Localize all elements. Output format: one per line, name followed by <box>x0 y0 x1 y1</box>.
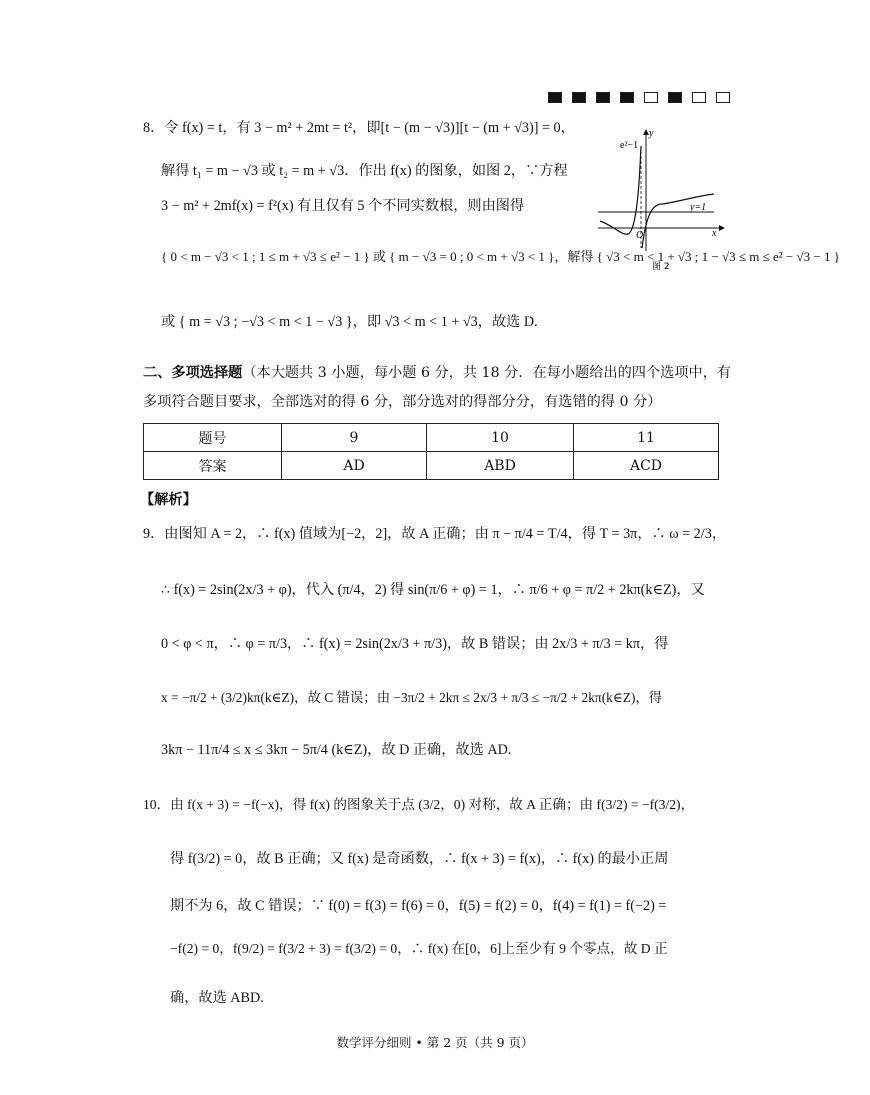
label-e2-minus-1: e²−1 <box>620 140 639 151</box>
section-2-title: 二、多项选择题 <box>143 365 243 381</box>
progress-square-5 <box>644 92 658 103</box>
table-cell-number-10: 10 <box>427 424 574 452</box>
table-cell-number-9: 9 <box>282 424 427 452</box>
progress-square-7 <box>692 92 706 103</box>
label-x: x <box>712 228 717 239</box>
curve-left-branch <box>600 146 641 234</box>
function-graph-figure-2 <box>596 126 726 276</box>
q10-line-4: −f(2) = 0，f(9/2) = f(3/2 + 3) = f(3/2) = 0，∴ f(x) 在[0，6]上至少有 9 个零点，故 D 正 <box>170 941 668 956</box>
table-cell-answer-9: AD <box>282 452 427 480</box>
section-2-desc-2: 多项符合题目要求，全部选对的得 6 分，部分选对的得部分分，有选错的得 0 分） <box>143 394 662 410</box>
label-asymptote: y=1 <box>690 202 707 213</box>
q9-line-1: 9．由图知 A = 2，∴ f(x) 值域为[−2，2]，故 A 正确；由 π − π/4 = T/4，得 T = 3π，∴ ω = 2/3， <box>143 526 727 542</box>
progress-square-6 <box>668 92 682 103</box>
table-cell-number-11: 11 <box>574 424 719 452</box>
page-footer: 数学评分细则 • 第 2 页（共 9 页） <box>336 1035 534 1050</box>
progress-square-1 <box>548 92 562 103</box>
table-cell-answer-11: ACD <box>574 452 719 480</box>
analysis-label: 【解析】 <box>140 492 197 508</box>
section-2-desc-1: （本大题共 3 小题，每小题 6 分，共 18 分．在每小题给出的四个选项中，有 <box>242 365 732 381</box>
table-cell-answer-10: ABD <box>427 452 574 480</box>
label-origin: O <box>636 230 644 241</box>
table-header-number: 题号 <box>144 424 282 452</box>
q10-line-1: 10．由 f(x + 3) = −f(−x)，得 f(x) 的图象关于点 (3/2，0) 对称，故 A 正确；由 f(3/2) = −f(3/2)， <box>143 797 695 812</box>
q8-line-1: 8．令 f(x) = t，有 3 − m² + 2mt = t²，即[t − (m − √3)][t − (m + √3)] = 0， <box>143 120 575 136</box>
q9-line-3: 0 < φ < π，∴ φ = π/3，∴ f(x) = 2sin(2x/3 + π/3)，故 B 错误；由 2x/3 + π/3 = kπ，得 <box>161 636 669 652</box>
label-y: y <box>649 128 654 139</box>
q8-line-5: 或 { m = √3 ; −√3 < m < 1 − √3 }，即 √3 < m < 1 + √3，故选 D. <box>161 314 538 330</box>
q9-line-2: ∴ f(x) = 2sin(2x/3 + φ)，代入 (π/4，2) 得 sin(π/6 + φ) = 1，∴ π/6 + φ = π/2 + 2kπ(k∈Z)，又 <box>161 582 705 598</box>
progress-square-4 <box>620 92 634 103</box>
q9-line-4: x = −π/2 + (3/2)kπ(k∈Z)，故 C 错误；由 −3π/2 + 2kπ ≤ 2x/3 + π/3 ≤ −π/2 + 2kπ(k∈Z)，得 <box>161 690 663 705</box>
progress-square-8 <box>716 92 730 103</box>
table-header-answer: 答案 <box>144 452 282 480</box>
progress-square-3 <box>596 92 610 103</box>
q10-line-3: 期不为 6，故 C 错误；∵ f(0) = f(3) = f(6) = 0，f(5) = f(2) = 0，f(4) = f(1) = f(−2) = <box>170 898 667 914</box>
q8-line-2: 解得 t₁ = m − √3 或 t₂ = m + √3．作出 f(x) 的图象，如图 2，∵方程 <box>161 163 568 179</box>
q10-line-2: 得 f(3/2) = 0，故 B 正确；又 f(x) 是奇函数，∴ f(x + 3) = f(x)，∴ f(x) 的最小正周 <box>170 851 669 867</box>
table-row-numbers <box>144 424 719 452</box>
figure-caption: 图 2 <box>652 262 670 272</box>
q8-line-3: 3 − m² + 2mf(x) = f²(x) 有且仅有 5 个不同实数根，则由图得 <box>161 198 525 214</box>
q10-line-5: 确，故选 ABD. <box>170 990 264 1006</box>
section-2-line-1 <box>143 363 731 383</box>
table-row-answers <box>144 452 719 480</box>
q9-line-5: 3kπ − 11π/4 ≤ x ≤ 3kπ − 5π/4 (k∈Z)，故 D 正确，故选 AD. <box>161 742 512 758</box>
progress-square-2 <box>572 92 586 103</box>
progress-squares <box>548 92 730 103</box>
answer-table <box>143 423 719 480</box>
q8-line-4: { 0 < m − √3 < 1 ; 1 ≤ m + √3 ≤ e² − 1 } 或 { m − √3 = 0 ; 0 < m + √3 < 1 }，解得 { √3 < m < 1 + √3 ; 1 − √3 ≤ m ≤ e² − √3 − 1 } <box>161 249 840 264</box>
